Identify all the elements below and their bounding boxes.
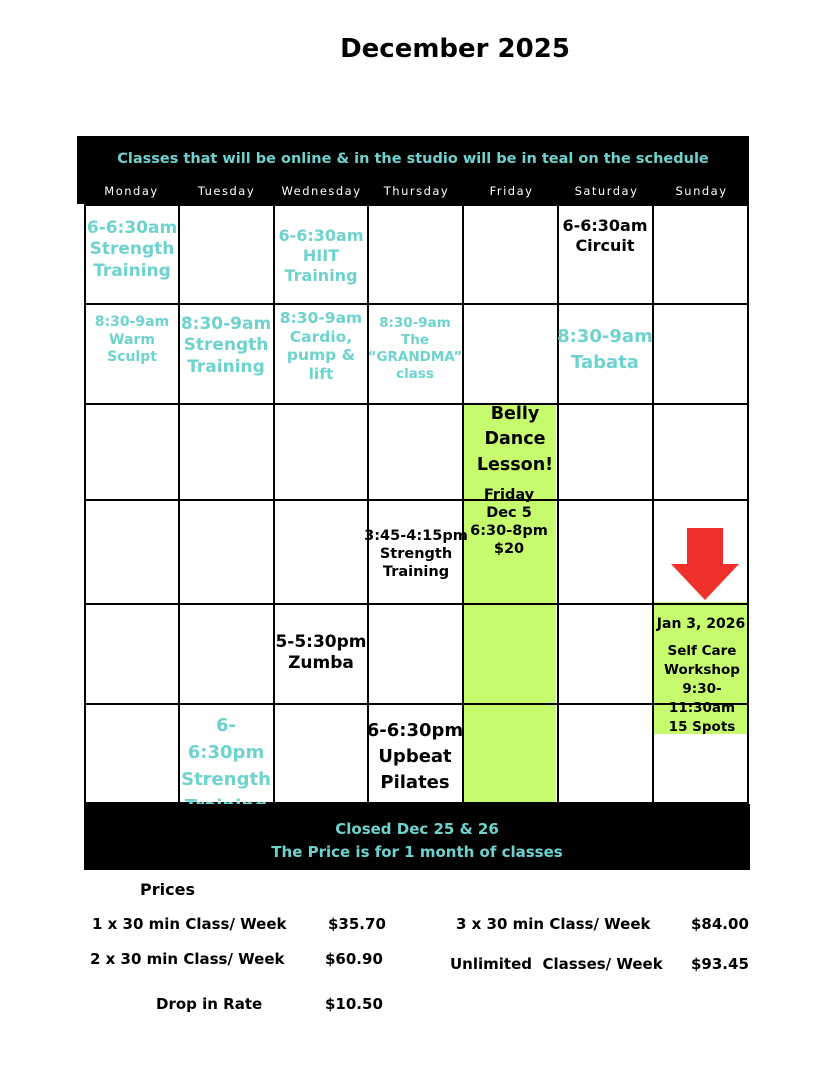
day-wednesday: Wednesday (281, 184, 362, 198)
day-saturday: Saturday (574, 184, 639, 198)
grid-line (84, 204, 749, 206)
day-tuesday: Tuesday (197, 184, 256, 198)
class-friday-tabata: 8:30-9am Tabata (557, 326, 653, 374)
price-3x-value: $84.00 (691, 915, 749, 933)
class-thursday-grandma: 8:30-9am The “GRANDMA” class (367, 315, 463, 382)
day-friday: Friday (489, 184, 534, 198)
event-self-care-details: Self Care Workshop 9:30-11:30am 15 Spots (664, 643, 740, 735)
class-monday-strength: 6-6:30am Strength Training (86, 218, 178, 281)
price-2x-value: $60.90 (325, 950, 383, 968)
arrow-down-icon (669, 528, 741, 600)
class-thursday-strength: 3:45-4:15pm Strength Training (364, 528, 468, 581)
grid-line (84, 204, 86, 804)
class-friday-circuit: 6-6:30am Circuit (562, 216, 648, 255)
event-self-care-date: Jan 3, 2026 (656, 616, 746, 632)
event-belly-dance-title: Belly Dance Lesson! (476, 404, 554, 475)
grid-line (84, 499, 749, 501)
class-thursday-pilates: 6-6:30pm Upbeat Pilates (366, 720, 464, 794)
grid-line (367, 204, 369, 804)
weekday-header (84, 184, 749, 198)
price-1x-value: $35.70 (328, 915, 386, 933)
price-note: The Price is for 1 month of classes (271, 843, 563, 861)
footer-bar (84, 804, 750, 870)
class-wednesday-hiit: 6-6:30am HIIT Training (278, 226, 364, 285)
closed-notice: Closed Dec 25 & 26 (335, 820, 499, 838)
page-title: December 2025 (340, 34, 570, 64)
online-notice: Classes that will be online & in the studio will be in teal on the schedule (117, 151, 709, 167)
schedule-grid (84, 204, 749, 804)
grid-line (84, 303, 749, 305)
day-thursday: Thursday (383, 184, 450, 198)
class-tuesday-evening-strength: 6-6:30pm Strength (181, 715, 271, 790)
class-wednesday-cardio: 8:30-9am Cardio, pump & lift (279, 309, 363, 383)
price-unlimited-label: Unlimited Classes/ Week (450, 955, 663, 973)
day-sunday: Sunday (675, 184, 728, 198)
event-belly-dance-details: Friday Dec 5 6:30-8pm $20 (470, 487, 548, 558)
class-wednesday-zumba: 5-5:30pm Zumba (275, 632, 367, 674)
class-tuesday-strength: 8:30-9am Strength Training (180, 314, 272, 377)
price-1x-label: 1 x 30 min Class/ Week (92, 915, 287, 933)
price-unlimited-value: $93.45 (691, 955, 749, 973)
schedule-header-bar (77, 136, 749, 204)
prices-heading: Prices (140, 880, 195, 899)
class-monday-warm-sculpt: 8:30-9am Warm Sculpt (94, 314, 170, 365)
drop-in-label: Drop in Rate (156, 995, 263, 1013)
day-monday: Monday (104, 184, 159, 198)
drop-in-value: $10.50 (325, 995, 383, 1013)
grid-line (84, 403, 749, 405)
grid-line (84, 603, 749, 605)
price-3x-label: 3 x 30 min Class/ Week (456, 915, 651, 933)
price-2x-label: 2 x 30 min Class/ Week (90, 950, 285, 968)
